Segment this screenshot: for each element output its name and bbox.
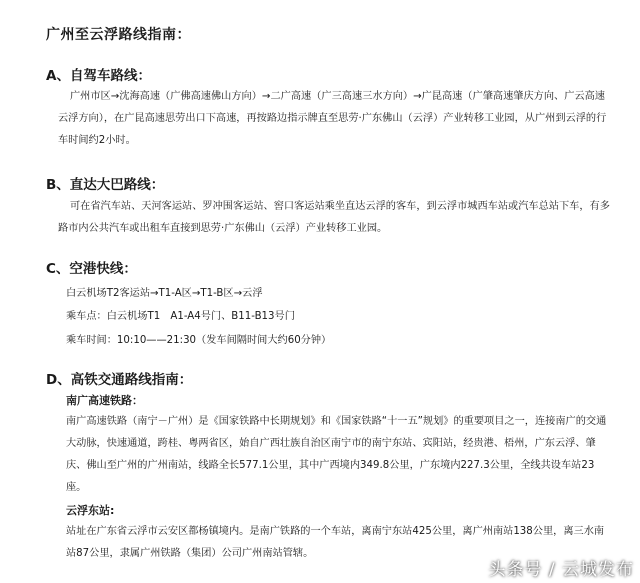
subsection-nanguang-heading: 南广高速铁路： — [66, 394, 143, 407]
section-a-heading: A、自驾车路线： — [46, 68, 151, 84]
section-b-heading: B、直达大巴路线： — [46, 177, 165, 193]
subsection-nanguang-paragraph: 南广高速铁路（南宁－广州）是《国家铁路中长期规划》和《国家铁路“十一五”规划》的重要项目之一，连接南广的交通大动脉，快速通道，跨桂、粤两省区，始自广西壮族自治区南宁市的南宁东站、宾阳站，经贵港、梧州，广东云浮、肇庆、佛山至广州的广州南站，线路全长577.1公里，其中广西境内349.8公里，广东境内227.3公里，全线共设车站23座。 — [66, 416, 607, 493]
section-c-line-time: 乘车时间：10:10——21:30（发车间隔时间大约60分钟） — [66, 335, 332, 346]
subsection-yunfu-east-heading: 云浮东站: — [66, 504, 115, 517]
watermark: 头条号 / 云城发布 — [488, 560, 634, 580]
section-b-paragraph: 可在省汽车站、天河客运站、罗冲围客运站、窖口客运站乘坐直达云浮的客车，到云浮市城西车站或汽车总站下车，有多路市内公共汽车或出租车直接到思劳·广东佛山（云浮）产业转移工业园。 — [58, 201, 610, 234]
section-c-line-route: 白云机场T2客运站→T1-A区→T1-B区→云浮 — [66, 288, 263, 299]
subsection-yunfu-east-paragraph: 站址在广东省云浮市云安区都杨镇境内。是南广铁路的一个车站，离南宁东站425公里，离广州南站138公里，离三水南站87公里，隶属广州铁路（集团）公司广州南站管辖。 — [66, 526, 605, 559]
section-c-line-boarding: 乘车点：白云机场T1 A1-A4号门、B11-B13号门 — [66, 311, 295, 322]
section-c-heading: C、空港快线： — [46, 261, 137, 277]
document-title: 广州至云浮路线指南： — [46, 27, 191, 43]
section-a-paragraph: 广州市区→沈海高速（广佛高速佛山方向）→二广高速（广三高速三水方向）→广昆高速（广肇高速肇庆方向、广云高速云浮方向），在广昆高速思劳出口下高速，再按路边指示牌直至思劳·广东佛山（云浮）产业转移工业园，从广州到云浮的行车时间约2小时。 — [58, 91, 607, 146]
section-d-heading: D、高铁交通路线指南： — [46, 372, 193, 388]
